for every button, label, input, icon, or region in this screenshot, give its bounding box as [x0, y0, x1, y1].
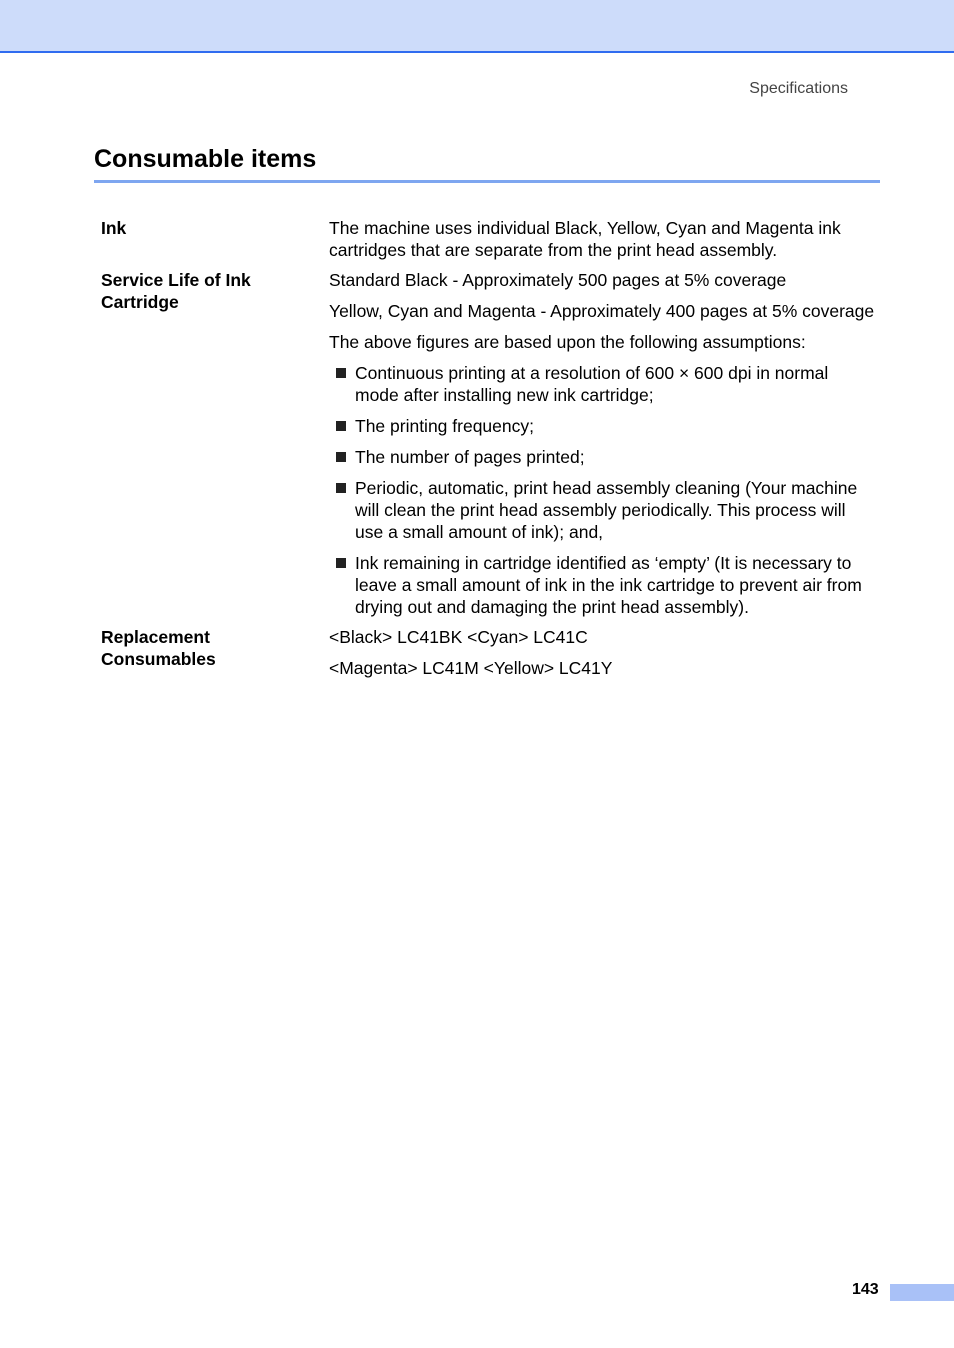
spec-paragraph: The machine uses individual Black, Yellow, Cyan and Magenta ink cartridges that are separate from the print head assembly. — [329, 218, 841, 260]
spec-paragraph: The above figures are based upon the following assumptions: — [329, 332, 806, 352]
spec-value — [329, 626, 876, 679]
list-item-text: Continuous printing at a resolution of 600 × 600 dpi in normal mode after installing new ink cartridge; — [355, 363, 829, 405]
spec-label: Service Life of Ink Cartridge — [101, 270, 251, 312]
square-bullet-icon — [336, 558, 346, 568]
list-item-text: The number of pages printed; — [355, 447, 585, 467]
spec-table — [101, 217, 876, 679]
spec-paragraph: Yellow, Cyan and Magenta - Approximately 400 pages at 5% coverage — [329, 301, 875, 321]
page-number: 143 — [852, 1281, 879, 1298]
assumptions-list — [329, 362, 876, 618]
square-bullet-icon — [336, 452, 346, 462]
square-bullet-icon — [336, 483, 346, 493]
page-tab — [890, 1284, 954, 1301]
list-item — [329, 446, 876, 468]
spec-row-service-life — [101, 269, 876, 618]
list-item-text: Periodic, automatic, print head assembly cleaning (Your machine will clean the print head assembly periodically. This process will use a small amount of ink); and, — [355, 478, 858, 542]
spec-value — [329, 269, 876, 618]
spec-paragraph: <Magenta> LC41M <Yellow> LC41Y — [329, 658, 613, 678]
list-item — [329, 415, 876, 437]
square-bullet-icon — [336, 368, 346, 378]
square-bullet-icon — [336, 421, 346, 431]
title-underline — [94, 180, 880, 183]
spec-row-replacement — [101, 626, 876, 679]
spec-paragraph: Standard Black - Approximately 500 pages at 5% coverage — [329, 270, 787, 290]
list-item — [329, 362, 876, 406]
spec-row-ink — [101, 217, 876, 261]
list-item — [329, 477, 876, 543]
spec-label: Ink — [101, 218, 127, 238]
spec-label: Replacement Consumables — [101, 627, 216, 669]
list-item — [329, 552, 876, 618]
list-item-text: Ink remaining in cartridge identified as ‘empty’ (It is necessary to leave a small amount of ink in the ink cartridge to prevent air from drying out and damaging the print head assembly). — [355, 553, 862, 617]
spec-paragraph: <Black> LC41BK <Cyan> LC41C — [329, 627, 588, 647]
list-item-text: The printing frequency; — [355, 416, 534, 436]
section-title: Consumable items — [94, 145, 317, 173]
spec-value — [329, 217, 876, 261]
running-header: Specifications — [749, 80, 848, 97]
top-color-band — [0, 0, 954, 53]
